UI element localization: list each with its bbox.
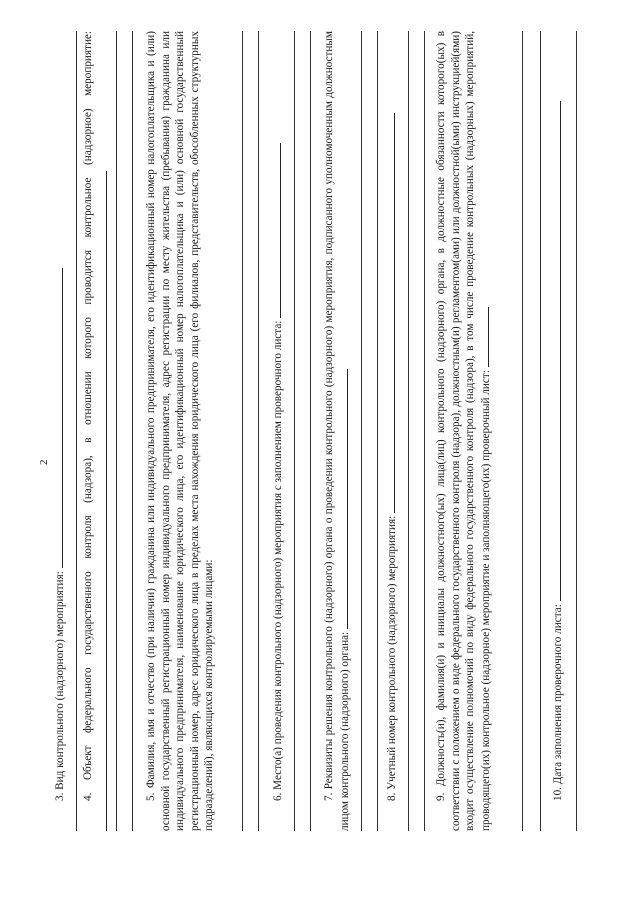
section-4 — [81, 31, 111, 831]
divider — [132, 31, 133, 831]
fill-line — [337, 369, 348, 629]
divider — [576, 31, 577, 831]
section-6 — [270, 31, 286, 831]
divider — [408, 31, 409, 831]
section-8-text: 8. Учетный номер контрольного (надзорного) мероприятия: — [386, 515, 398, 801]
section-3-text: 3. Вид контрольного (надзорного) мероприятия: — [54, 571, 66, 801]
divider — [116, 31, 117, 831]
divider — [361, 31, 362, 831]
section-8 — [384, 31, 400, 831]
fill-line — [550, 101, 561, 601]
section-5 — [144, 31, 217, 831]
section-3 — [52, 31, 68, 831]
section-7-text: 7. Реквизиты решения контрольного (надзорного) органа о проведении контрольного (надзорного) мероприятия, подписанного уполномоченным должностным лицом контрольного (надзорного) органа: — [323, 31, 351, 831]
divider — [76, 31, 77, 831]
fill-line — [96, 171, 107, 831]
fill-line — [52, 268, 63, 568]
divider — [424, 31, 425, 831]
section-5-text: 5. Фамилия, имя и отчество (при наличии) гражданина или индивидуального предпринимателя, его идентификационный номер налогоплательщика и (или) основной государственный регистрационный номер индивидуального предпринимателя, адрес регистрации по месту жительства (пребывания) гражданина или индивидуального предпринимателя, наименование юридического лица, его идентификационный номер налогоплательщика и (или) основной государственный регистрационный номер, адрес юридического лица в пределах места нахождения юридического лица (его филиалов, представительств, обособленных структурных подразделений), являющихся контролируемыми лицами: — [145, 31, 216, 831]
section-9-text: 9. Должность(и), фамилия(и) и инициалы должностного(ых) лица(лиц) контрольного (надзорного) органа, в должностные обязанности которого(ых) в соответствии с положением о виде федерального государственного контроля (надзора), должностным(и) регламентом(ами) или должностной(ыми) инструкцией(ями) входит осуществление полномочий по виду федерального государственного контроля (надзора), в том числе проведение контрольных (надзорных) мероприятий, проводящего(их) контрольное (надзорное) мероприятие и заполняющего(их) проверочный лист: — [435, 31, 492, 831]
section-7 — [322, 31, 352, 831]
divider — [242, 31, 243, 831]
divider — [294, 31, 295, 831]
fill-line — [384, 113, 395, 513]
divider — [377, 31, 378, 831]
section-6-text: 6. Место(а) проведения контрольного (надзорного) мероприятия с заполнением проверочного листа: — [272, 320, 284, 801]
section-10-text: 10. Дата заполнения проверочного листа: — [552, 604, 564, 801]
fill-line — [270, 143, 281, 318]
divider — [522, 31, 523, 831]
fill-line — [478, 307, 489, 367]
section-10 — [550, 31, 566, 831]
divider — [540, 31, 541, 831]
divider — [310, 31, 311, 831]
section-9 — [434, 31, 493, 831]
section-4-text: 4. Объект федерального государственного контроля (надзора), в отношении которого проводится контрольное (надзорное) мероприятие: — [82, 31, 94, 801]
page-number: 2 — [38, 459, 50, 465]
divider — [258, 31, 259, 831]
